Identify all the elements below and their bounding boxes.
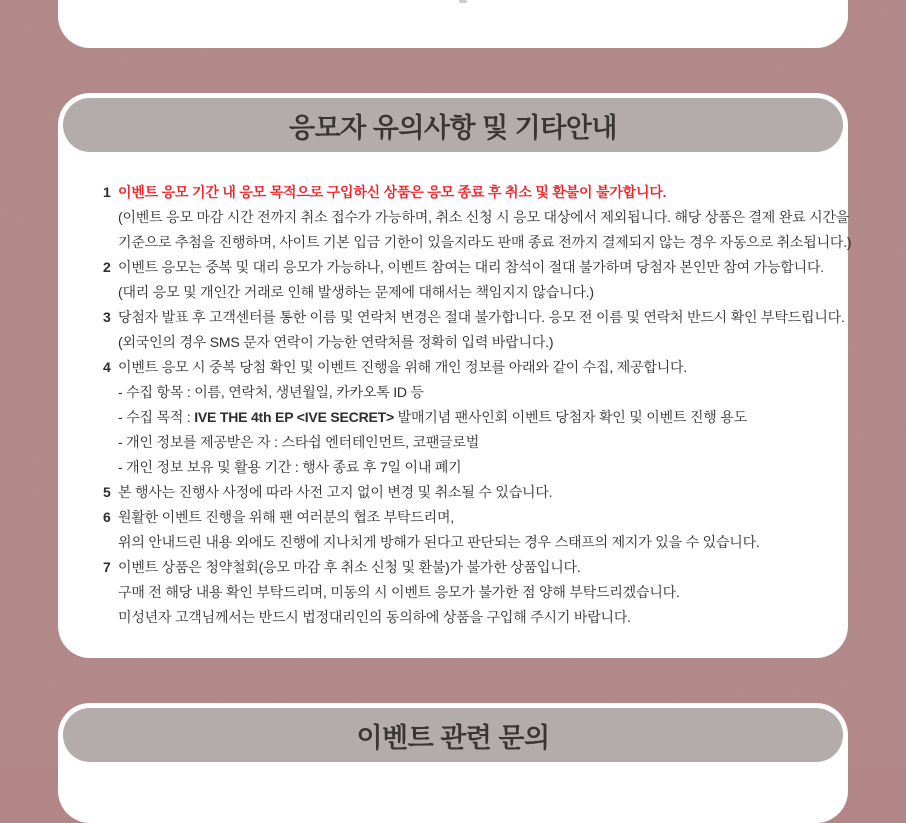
notice-item-2 <box>103 255 824 305</box>
item-line: - 개인 정보를 제공받은 자 : 스타쉽 엔터테인먼트, 코팬글로벌 <box>118 434 480 450</box>
item-line: 원활한 이벤트 진행을 위해 팬 여러분의 협조 부탁드리며, <box>118 509 454 525</box>
item-number: 4 <box>103 359 111 375</box>
item-line: 미성년자 고객님께서는 반드시 법정대리인의 동의하에 상품을 구입해 주시기 바랍니다. <box>118 609 631 625</box>
item-line: - 수집 항목 : 이름, 연락처, 생년월일, 카카오톡 ID 등 <box>118 384 424 400</box>
item-line: 위의 안내드린 내용 외에도 진행에 지나치게 방해가 된다고 판단되는 경우 스태프의 제지가 있을 수 있습니다. <box>118 534 760 550</box>
item-line: 당첨자 발표 후 고객센터를 통한 이름 및 연락처 변경은 절대 불가합니다. 응모 전 이름 및 연락처 반드시 확인 부탁드립니다. <box>118 309 845 325</box>
item-content <box>118 305 845 355</box>
item-line: - 수집 목적 : IVE THE 4th EP <IVE SECRET> 발매기념 팬사인회 이벤트 당첨자 확인 및 이벤트 진행 용도 <box>118 409 747 425</box>
item-line: - 개인 정보 보유 및 활용 기간 : 행사 종료 후 7일 이내 폐기 <box>118 459 462 475</box>
item-content <box>118 480 818 505</box>
item-line: 이벤트 응모 시 중복 당첨 확인 및 이벤트 진행을 위해 개인 정보를 아래와 같이 수집, 제공합니다. <box>118 359 688 375</box>
previous-section-card <box>58 0 848 48</box>
item-number: 3 <box>103 309 111 325</box>
item-number: 2 <box>103 259 111 275</box>
item-line: 기준으로 추첨을 진행하며, 사이트 기본 입금 기한이 있을지라도 판매 종료 전까지 결제되지 않는 경우 자동으로 취소됩니다.) <box>118 234 852 250</box>
notice-title: 응모자 유의사항 및 기타안내 <box>289 112 617 143</box>
inquiry-title: 이벤트 관련 문의 <box>356 722 550 753</box>
cropped-text-fragment <box>459 0 467 3</box>
item-line: (대리 응모 및 개인간 거래로 인해 발생하는 문제에 대해서는 책임지지 않습니다.) <box>118 284 594 300</box>
item-line: (이벤트 응모 마감 시간 전까지 취소 접수가 가능하며, 취소 신청 시 응모 대상에서 제외됩니다. 해당 상품은 결제 완료 시간을 <box>118 209 850 225</box>
item-number: 7 <box>103 559 111 575</box>
item-number: 1 <box>103 184 111 200</box>
item-content <box>118 180 852 255</box>
inquiry-card <box>58 703 848 823</box>
item-line: (외국인의 경우 SMS 문자 연락이 가능한 연락처를 정확히 입력 바랍니다.) <box>118 334 554 350</box>
item-content <box>118 255 824 305</box>
notice-card-header <box>63 98 843 152</box>
inquiry-card-header <box>63 708 843 762</box>
item-number: 5 <box>103 484 111 500</box>
item-content <box>118 355 818 480</box>
notice-item-3 <box>103 305 845 355</box>
notice-item-6 <box>103 505 818 555</box>
notice-item-7 <box>103 555 818 630</box>
item-warning-line: 이벤트 응모 기간 내 응모 목적으로 구입하신 상품은 응모 종료 후 취소 및 환불이 불가합니다. <box>118 184 667 200</box>
notice-list <box>103 180 852 630</box>
notice-card <box>58 93 852 658</box>
notice-item-4 <box>103 355 818 480</box>
item-line: 이벤트 상품은 청약철회(응모 마감 후 취소 신청 및 환불)가 불가한 상품입니다. <box>118 559 581 575</box>
notice-item-1 <box>103 180 852 255</box>
item-line: 본 행사는 진행사 사정에 따라 사전 고지 없이 변경 및 취소될 수 있습니다. <box>118 484 553 500</box>
item-content <box>118 505 818 555</box>
item-line: 이벤트 응모는 중복 및 대리 응모가 가능하나, 이벤트 참여는 대리 참석이 절대 불가하며 당첨자 본인만 참여 가능합니다. <box>118 259 824 275</box>
item-number: 6 <box>103 509 111 525</box>
item-line: 구매 전 해당 내용 확인 부탁드리며, 미동의 시 이벤트 응모가 불가한 점 양해 부탁드리겠습니다. <box>118 584 680 600</box>
notice-item-5 <box>103 480 818 505</box>
item-content <box>118 555 818 630</box>
